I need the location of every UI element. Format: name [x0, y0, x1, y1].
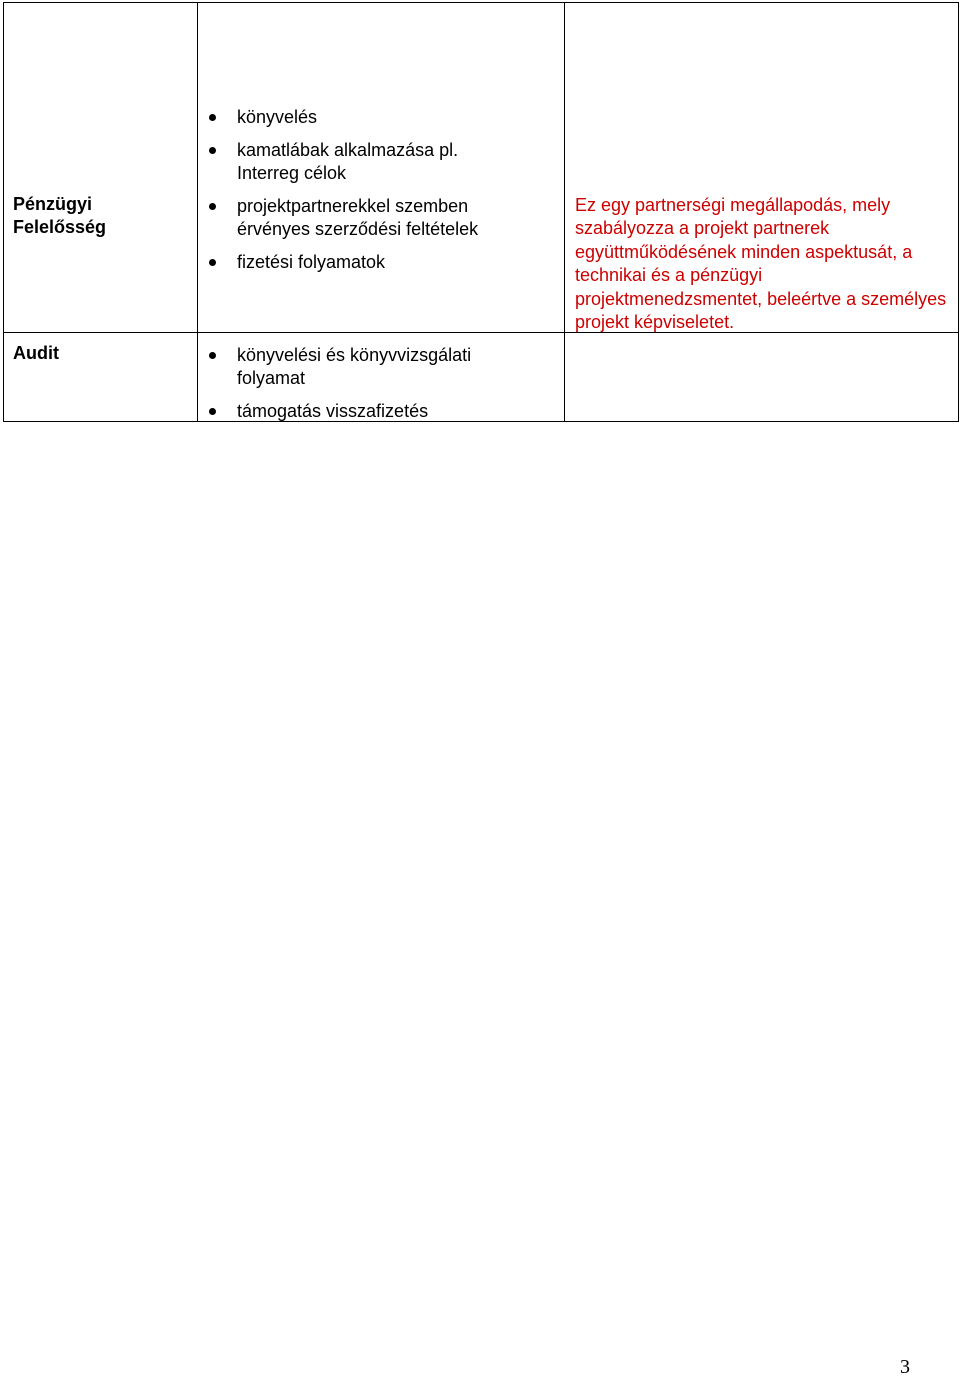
row-label-audit: Audit	[13, 343, 59, 363]
page-number: 3	[900, 1356, 910, 1378]
table-column-divider-1	[197, 2, 198, 422]
partnership-agreement-note: Ez egy partnerségi megállapodás, mely szabályozza a projekt partnerek együttműködésének minden aspektusát, a technikai és a pénzügyi projektmenedzsmentet, beleértve a személyes projekt képviseletet.	[575, 195, 947, 333]
list-item: könyvelés	[199, 106, 529, 129]
table-border-top	[3, 2, 959, 3]
responsibility-table	[3, 2, 959, 422]
list-item: könyvelési és könyvvizsgálati folyamat	[199, 344, 509, 390]
table-border-right	[958, 2, 959, 422]
table-column-divider-2	[564, 2, 565, 422]
list-item: kamatlábak alkalmazása pl. Interreg célok	[199, 139, 487, 185]
audit-list	[199, 344, 539, 433]
list-item: támogatás visszafizetés	[199, 400, 539, 423]
list-item: fizetési folyamatok	[199, 251, 529, 274]
row-label-financial-responsibility: Pénzügyi Felelősség	[13, 194, 107, 237]
table-border-left	[3, 2, 4, 422]
financial-responsibility-list	[199, 106, 529, 284]
list-item: projektpartnerekkel szemben érvényes szerződési feltételek	[199, 195, 503, 241]
